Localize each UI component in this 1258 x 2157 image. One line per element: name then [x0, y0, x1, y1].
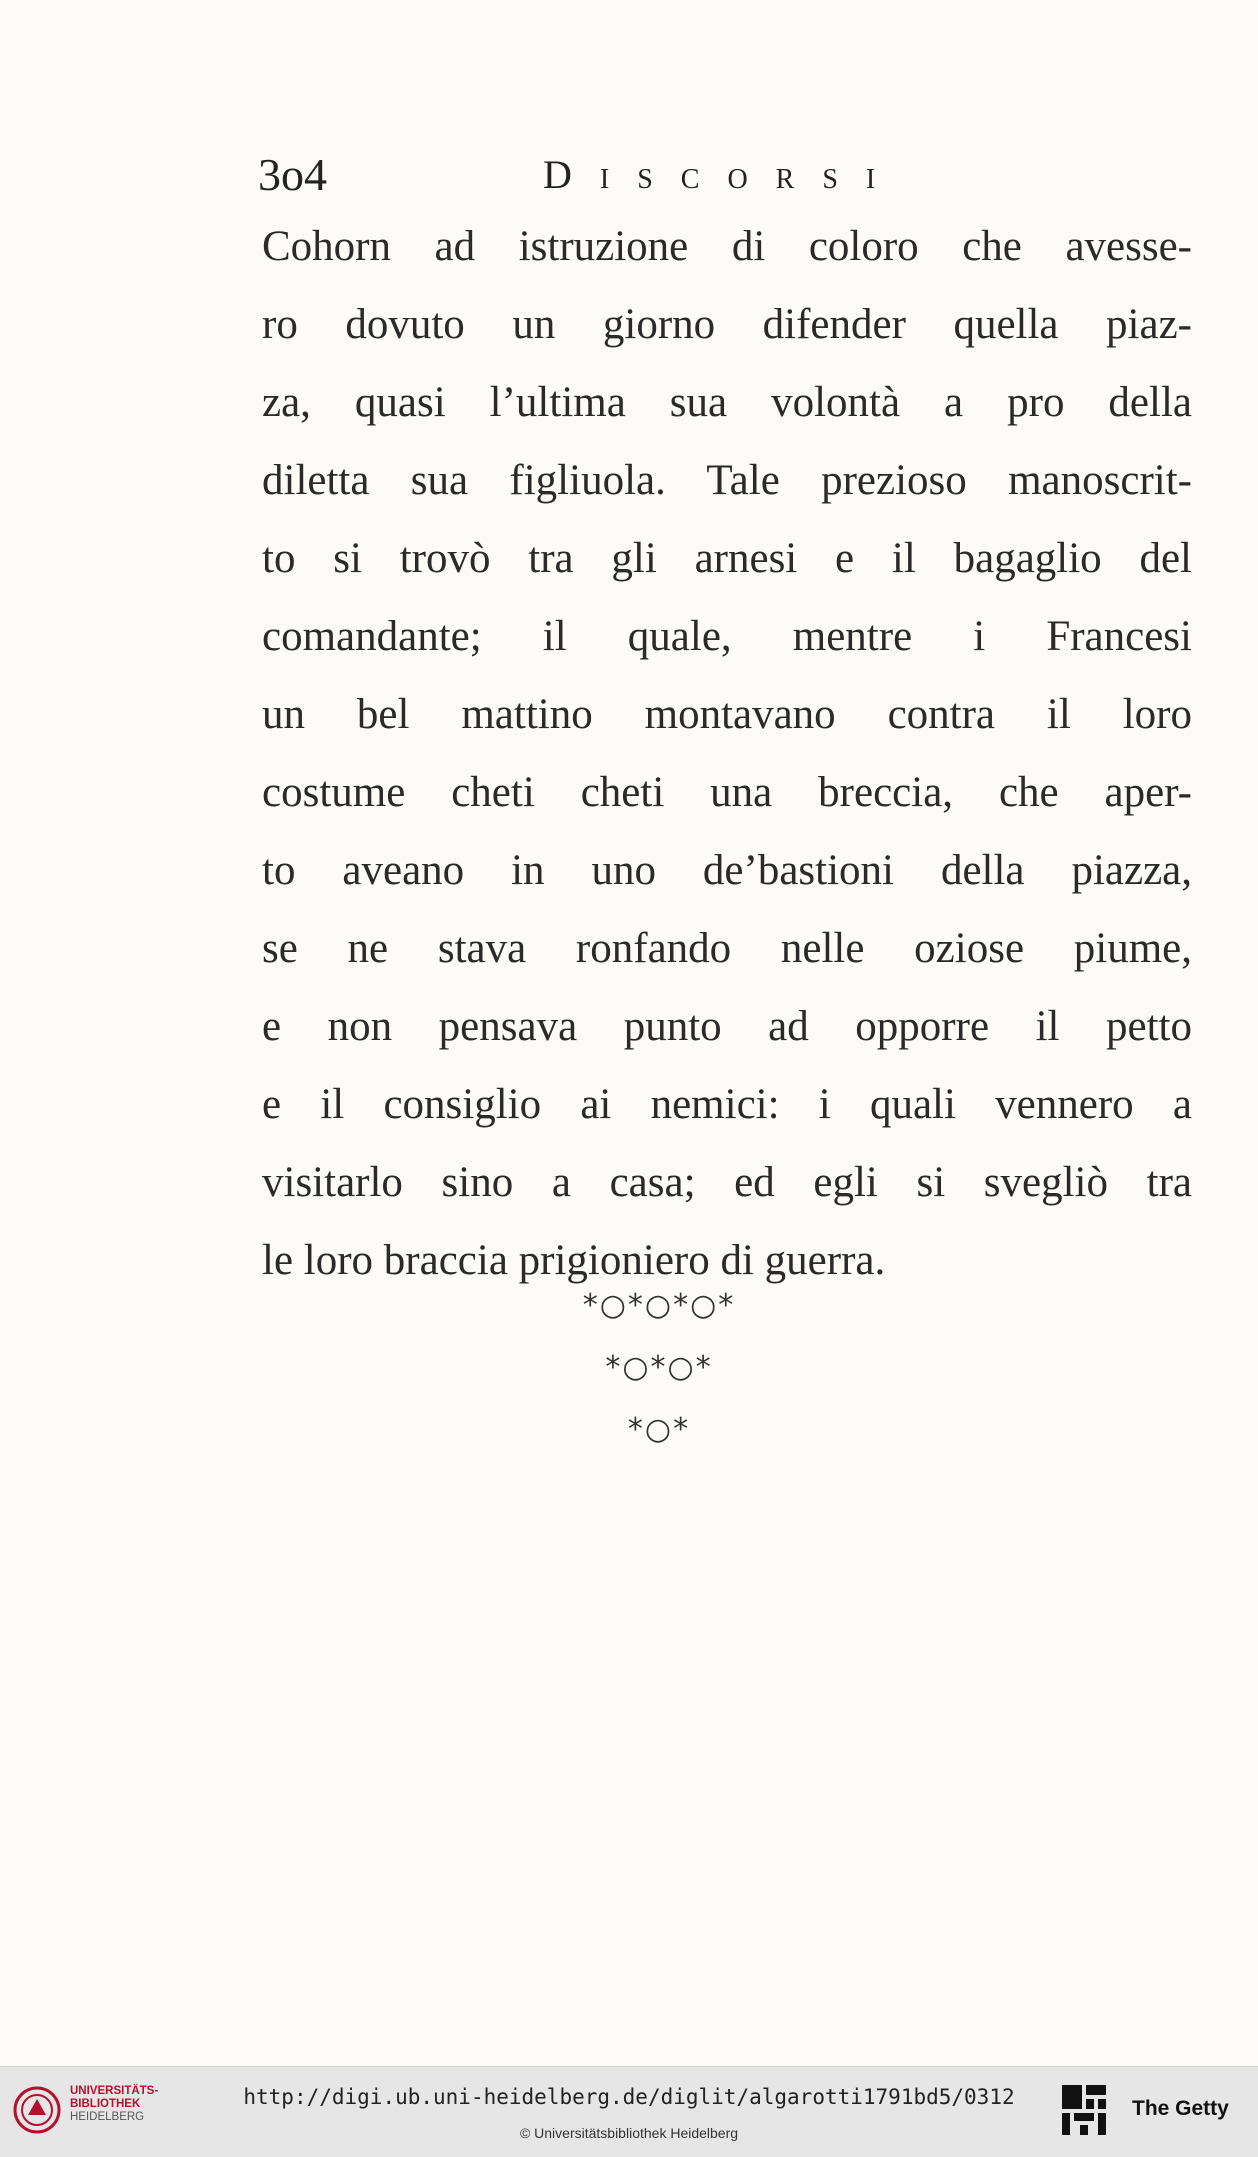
text-line: to si trovò tra gli arnesi e il bagaglio del — [262, 535, 1192, 582]
page-number: 3o4 — [258, 149, 327, 200]
text-line: diletta sua figliuola. Tale prezioso manoscrit- — [262, 457, 1192, 504]
text-line: le loro braccia prigioniero di guerra. — [262, 1237, 886, 1284]
permalink-url[interactable]: http://digi.ub.uni-heidelberg.de/diglit/algarotti1791bd5/0312 — [243, 2085, 1015, 2109]
text-line: se ne stava ronfando nelle oziose piume, — [262, 925, 1192, 972]
text-line: to aveano in uno de’bastioni della piazza, — [262, 847, 1192, 894]
text-line: e non pensava punto ad opporre il petto — [262, 1003, 1192, 1050]
page-header — [258, 150, 1198, 200]
ornament-row-middle: *○*○* — [605, 1350, 713, 1385]
ornament-row-top: *○*○*○* — [582, 1288, 736, 1323]
ornament-row-bottom: *○* — [627, 1412, 691, 1447]
text-line: za, quasi l’ultima sua volontà a pro della — [262, 379, 1192, 426]
running-head: Discorsi — [543, 152, 904, 197]
text-line: comandante; il quale, mentre i Francesi — [262, 613, 1192, 660]
library-name: UNIVERSITÄTS- BIBLIOTHEK HEIDELBERG — [70, 2085, 159, 2123]
copyright-notice: © Universitätsbibliothek Heidelberg — [519, 2125, 739, 2141]
sponsor-name: The Getty — [1132, 2097, 1229, 2120]
body-text — [262, 208, 1192, 1300]
text-line: ro dovuto un giorno difender quella piaz- — [262, 301, 1192, 348]
text-line: costume cheti cheti una breccia, che aper- — [262, 769, 1192, 816]
text-line: Cohorn ad istruzione di coloro che avesse- — [262, 223, 1192, 270]
getty-logo-icon — [1060, 2083, 1110, 2139]
text-line: e il consiglio ai nemici: i quali vennero a — [262, 1081, 1192, 1128]
text-line: un bel mattino montavano contra il loro — [262, 691, 1192, 738]
footer-bar — [0, 2066, 1258, 2157]
text-line: visitarlo sino a casa; ed egli si svegliò tra — [262, 1159, 1192, 1206]
